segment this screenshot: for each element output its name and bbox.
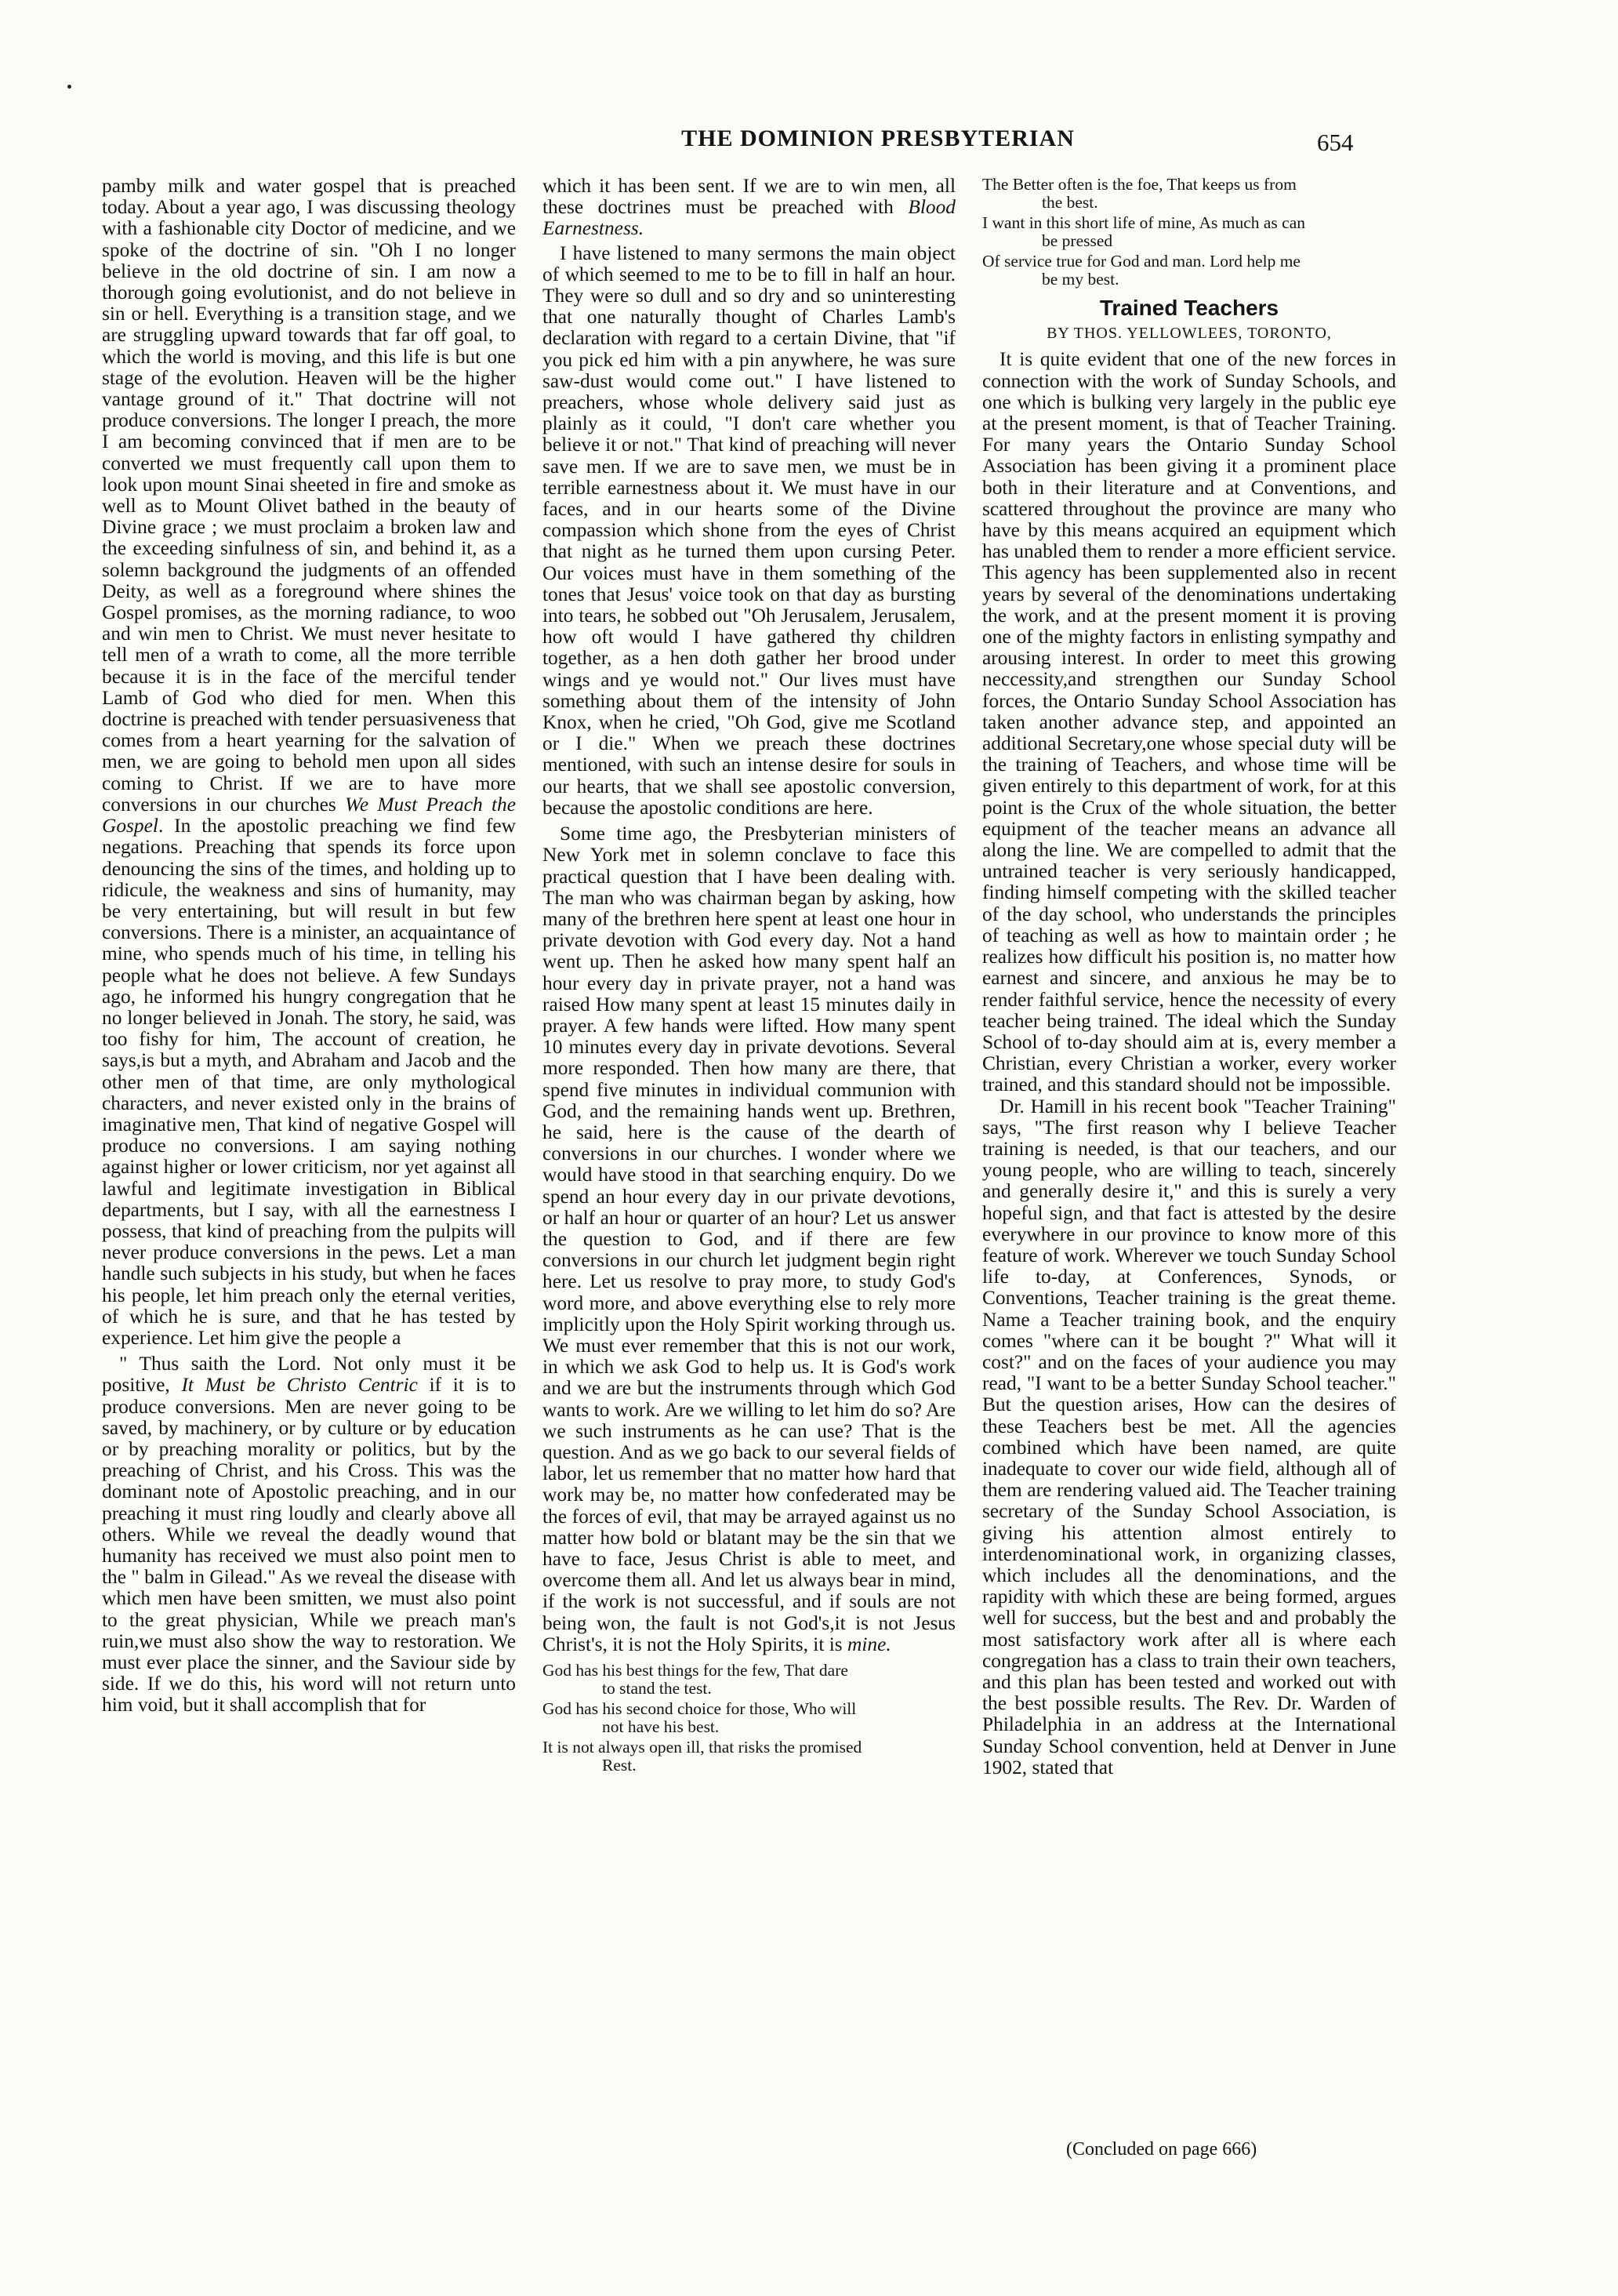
ink-speck bbox=[67, 85, 71, 89]
paragraph-text: if it is to produce conversions. Men are never going to be saved, by machinery, or by culture or by education or by preaching morality or politics, but by the preaching of Christ, and his Cross. This was the dominant note of Apostolic preaching, and in our preaching it must ring loudly and clearly above all others. While we reveal the deadly wound that humanity has received we must also point men to the " balm in Gilead." As we reveal the disease with which men have been smitten, we must also point to the great physician, While we preach man's ruin,we must also show the way to restoration. We must ever place the sinner, and the Saviour side by side. If we do this, his word will not return unto him void, but it shall accomplish that for bbox=[102, 1374, 516, 1717]
continued-notice: (Concluded on page 666) bbox=[1066, 2139, 1257, 2160]
column-2 bbox=[542, 176, 956, 2152]
paragraph bbox=[102, 176, 516, 1349]
poem-verse bbox=[982, 252, 1396, 288]
emphasis-text: We Must Preach the Gospel bbox=[102, 793, 516, 837]
poem-verse bbox=[542, 1738, 956, 1774]
article-byline: BY THOS. YELLOWLEES, TORONTO, bbox=[1047, 325, 1332, 343]
paragraph-text: pamby milk and water gospel that is preached today. About a year ago, I was discussing theology with a fashionable city Doctor of medicine, and we spoke of the doctrine of sin. "Oh I no longer believe in the old doctrine of sin. I am now a thorough going evolutionist, and do not believe in sin or hell. Everything is a transition stage, and we are struggling upward towards that far off goal, to which the world is moving, and this life is but one stage of the evolution. Heaven will be the higher vantage ground of it." That doctrine will not produce conversions. The longer I preach, the more I am becoming convinced that if men are to be converted we must frequently call upon them to look upon mount Sinai sheeted in fire and smoke as well as to Mount Olivet bathed in the beauty of Divine grace ; we must proclaim a broken law and the exceeding sinfulness of sin, and behind it, as a solemn background the judgments of an offended Deity, as well as a foreground where shines the Gospel promises, as the morning radiance, to woo and win men to Christ. We must never hesitate to tell men of a wrath to come, all the more terrible because it is in the face of the merciful tender Lamb of God who died for men. When this doctrine is preached with tender persuasiveness that comes from a heart yearning for the salvation of men, we are going to behold men upon all sides coming to Christ. If we are to have more conversions in our churches bbox=[102, 176, 516, 816]
page-number: 654 bbox=[1317, 129, 1354, 156]
poem-verse bbox=[982, 214, 1396, 249]
poem bbox=[982, 176, 1396, 288]
verse-line: I want in this short life of mine, As much as can bbox=[982, 213, 1306, 232]
paragraph-text: . In the apostolic preaching we find few negations. Preaching that spends its force upon denouncing the sins of the times, and holding up to ridicule, the weakness and sins of humanity, may be very entertaining, but will result in but few conversions. There is a minister, an acquaintance of mine, who spends much of his time, in telling his people what he does not believe. A few Sundays ago, he informed his hungry congregation that he no longer believed in Jonah. The story, he said, was too fishy for him, The account of creation, he says,is but a myth, and Abraham and Jacob and the other men of that time, are only mythological characters, and never existed only in the brains of imaginative men, That kind of negative Gospel will produce no conversions. I am saying nothing against higher or lower criticism, nor yet against all lawful and legitimate investigation in Biblical departments, but I say, with all the earnestness I possess, that kind of preaching from the pulpits will never produce conversions in the pews. Let a man handle such subjects in his study, but when he faces his people, let him preach only the eternal verities, of which he is sure, and that he has tested by experience. Let him give the people a bbox=[102, 815, 516, 1349]
paragraph: Dr. Hamill in his recent book "Teacher Training" says, "The first reason why I believe Teacher training is needed, is that our teachers, and our young people, who are willing to teach, sincerely and generally desire it," and this is surely a very hopeful sign, and that fact is attested by the desire everywhere in our province to know more of this feature of work. Wherever we touch Sunday School life to-day, at Conferences, Synods, or Conventions, Teacher training is the great theme. Name a Teacher training book, and the enquiry comes "where can it be bought ?" What will it cost?" and on the faces of your audience you may read, "I want to be a better Sunday School teacher." But the question arises, How can the desires of these Teachers best be met. All the agencies combined which have been named, are quite inadequate to cover our wide field, although all of them are rendering valued aid. The Teacher training secretary of the Sunday School Association, is giving his attention almost entirely to interdenominational work, in organizing classes, which includes all the denominations, and the rapidity with which these are being formed, argues well for success, but the best and and probably the most satisfactory work after all is where each congregation has a class to train their own teachers, and this plan has been tested and worked out with the best possible results. The Rev. Dr. Warden of Philadelphia in an address at the International Sunday School convention, held at Denver in June 1902, stated that bbox=[982, 1095, 1396, 1778]
verse-line: Of service true for God and man. Lord help me bbox=[982, 252, 1301, 271]
verse-line: the best. bbox=[1042, 192, 1098, 212]
paragraph: It is quite evident that one of the new forces in connection with the work of Sunday Schools, and one which is bulking very largely in the public eye at the present moment, is that of Teacher Training. For many years the Ontario Sunday School Association has been giving it a prominent place both in their literature and at Conventions, and scattered throughout the province are many who have by this means acquired an equipment which has unabled them to render a more efficient service. This agency has been supplemented also in recent years by several of the denominations undertaking the work, and at the present moment it is proving one of the mighty factors in enlisting sympathy and arousing interest. In order to meet this growing neccessity,and strengthen our Sunday School forces, the Ontario Sunday School Association has taken another advance step, and appointed an additional Secretary,one whose special duty will be the training of Teachers, and whose time will be given entirely to this department of work, for at this point is the Crux of the whole situation, the better equipment of the teacher means an advance all along the line. We are compelled to admit that the untrained teacher is very seriously handicapped, finding himself competing with the skilled teacher of the day school, who understands the principles of teaching as well as how to maintain order ; he realizes how difficult his position is, no matter how earnest and sincere, and anxious he may be to render faithful service, hence the necessity of every teacher being trained. The ideal which the Sunday School of to-day should aim at is, every member a Christian, every Christian a worker, every worker trained, and this standard should not be impossible. bbox=[982, 348, 1396, 1096]
verse-line: It is not always open ill, that risks the promised bbox=[542, 1738, 862, 1757]
paragraph-text: which it has been sent. If we are to win men, all these doctrines must be preached with bbox=[542, 176, 956, 219]
poem-verse bbox=[542, 1700, 956, 1735]
verse-line: God has his best things for the few, That dare bbox=[542, 1661, 848, 1680]
paragraph: I have listened to many sermons the main object of which seemed to me to be to fill in half an hour. They were so dull and so dry and so uninteresting that one naturally thought of Charles Lamb's declaration with regard to a certain Divine, that "if you pick ed him with a pin anywhere, he was sure saw-dust would come out." I have listened to preachers, whose whole delivery said just as plainly as it could, "I don't care whether you believe it or not." That kind of preaching will never save men. If we are to save men, we must be in terrible earnestness about it. We must have in our faces, and in our hearts some of the Divine compassion which shone from the eyes of Christ that night as he turned them upon cursing Peter. Our voices must have in them something of the tones that Jesus' voice took on that day as bursting into tears, he sobbed out "Oh Jerusalem, Jerusalem, how oft would I have gathered thy children together, as a hen doth gather her brood under wings and ye would not." Our lives must have something about them of the intensity of John Knox, when he cried, "Oh God, give me Scotland or I die." When we preach these doctrines mentioned, with such an intense desire for souls in our hearts, that we shall see apostolic conversion, because the apostolic conditions are here. bbox=[542, 242, 956, 819]
verse-line: The Better often is the foe, That keeps us from bbox=[982, 176, 1297, 194]
verse-line: be my best. bbox=[1042, 269, 1119, 289]
poem-verse bbox=[982, 176, 1396, 211]
emphasis-text: It Must be Christo Centric bbox=[181, 1374, 418, 1397]
column-3 bbox=[982, 176, 1396, 2152]
poem-verse bbox=[542, 1662, 956, 1697]
verse-line: God has his second choice for those, Who will bbox=[542, 1699, 857, 1719]
paragraph bbox=[542, 176, 956, 240]
emphasis-text: Blood Earnestness. bbox=[542, 196, 956, 240]
paragraph-text: " Thus saith the Lord. Not only must it be positive, bbox=[102, 1353, 516, 1397]
paragraph bbox=[542, 823, 956, 1655]
paragraph bbox=[102, 1353, 516, 1716]
emphasis-text: mine. bbox=[847, 1633, 891, 1655]
verse-line: not have his best. bbox=[602, 1717, 720, 1736]
column-1 bbox=[102, 176, 516, 2152]
verse-line: to stand the test. bbox=[602, 1678, 712, 1698]
verse-line: Rest. bbox=[602, 1755, 637, 1775]
masthead-title: THE DOMINION PRESBYTERIAN bbox=[681, 125, 1075, 151]
poem bbox=[542, 1662, 956, 1774]
paragraph-text: Some time ago, the Presbyterian ministers of New York met in solemn conclave to face this practical question that I have been dealing with. The man who was chairman began by asking, how many of the brethren here spent at least one hour in private devotion with God every day. Not a hand went up. Then he asked how many spent half an hour every day in private prayer, not a hand was raised How many spent at least 15 minutes daily in prayer. A few hands were lifted. How many spent 10 minutes every day in private devotions. Several more responded. Then how many are there, that spend five minutes in individual communion with God, and the remaining hands went up. Brethren, he said, here is the cause of the dearth of conversions in our churches. I wonder where we would have stood in that searching enquiry. Do we spend an hour every day in our private devotions, or half an hour or quarter of an hour? Let us answer the question to God, and if there are few conversions in our church let judgment begin right here. Let us resolve to pray more, to study God's word more, and above everything else to rely more implicitly upon the Holy Spirit working through us. We must ever remember that this is not our work, in which we ask God to help us. It is God's work and we are but the instruments through which God wants to work. Are we willing to let him do so? Are we such instruments as he can use? That is the question. And as we go back to our several fields of labor, let us remember that no matter how hard that work may be, no matter how confederated may be the forces of evil, that may be arrayed against us no matter how bold or blatant may be the sin that we have to face, Jesus Christ is able to meet, and overcome them all. And let us always bear in mind, if the work is not successful, and if souls are not being won, the fault is not God's,it is not Jesus Christ's, it is not the Holy Spirits, it is bbox=[542, 823, 956, 1655]
verse-line: be pressed bbox=[1042, 231, 1113, 250]
article-title: Trained Teachers bbox=[1099, 296, 1279, 320]
